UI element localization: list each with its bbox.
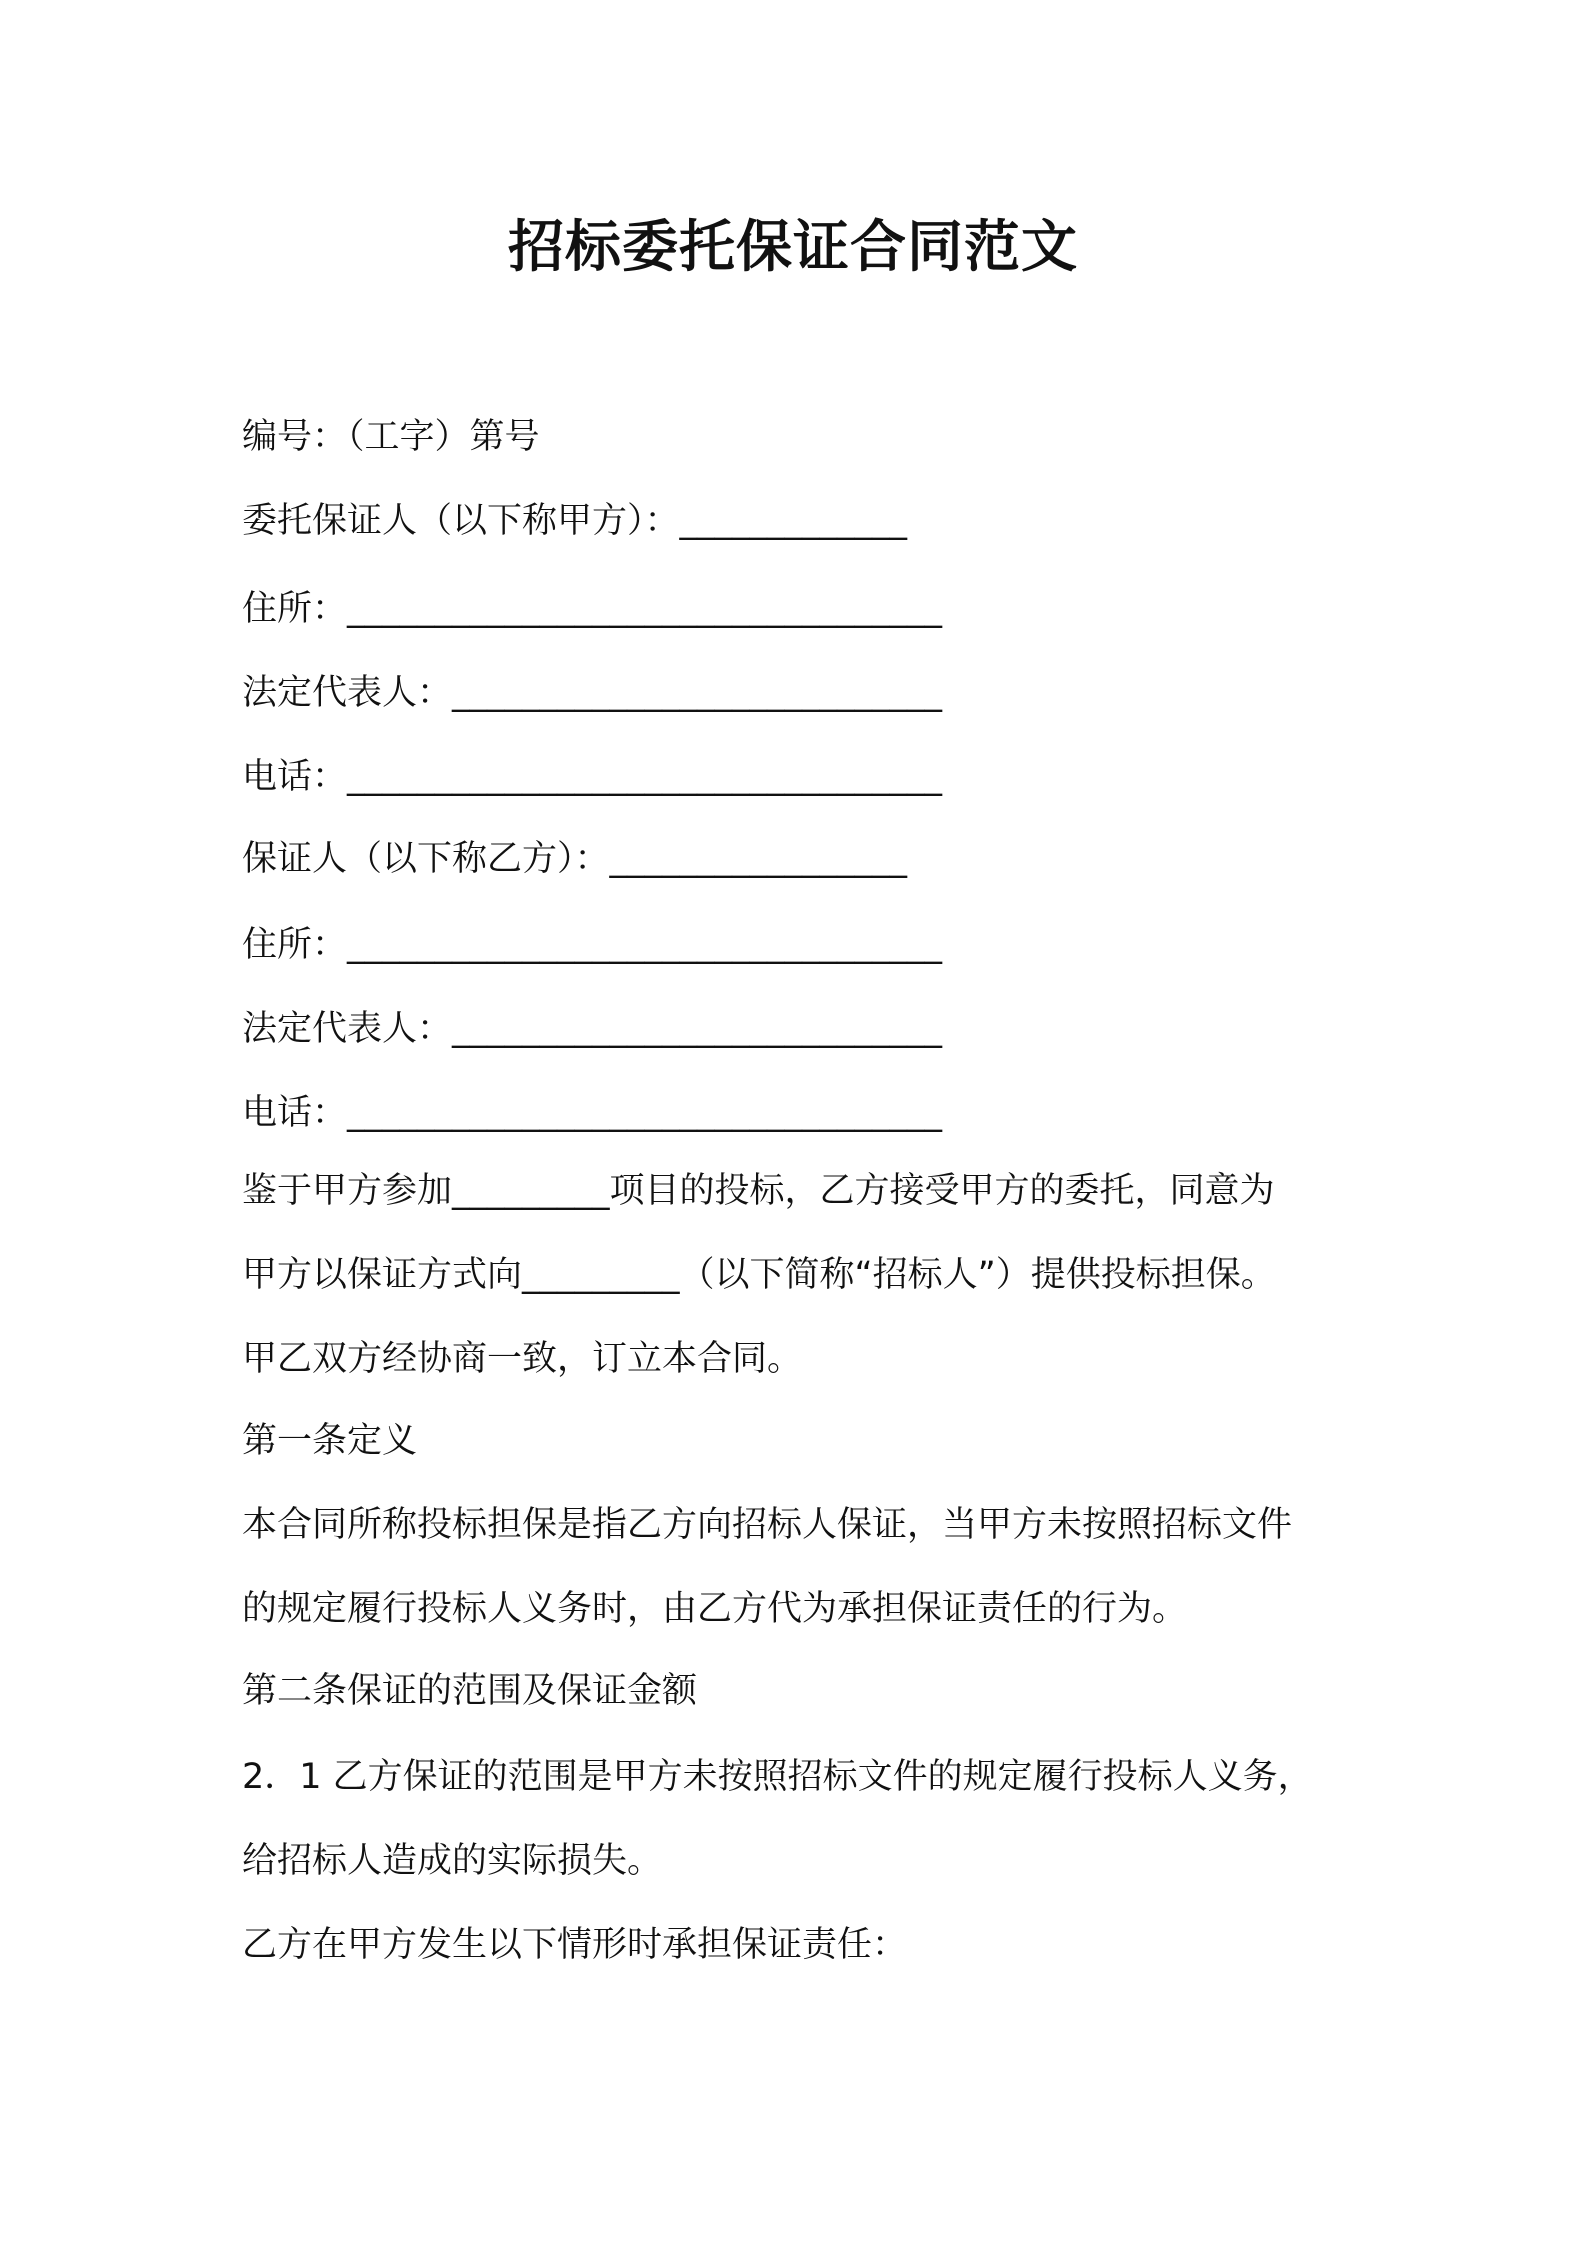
party-a-name-line: 委托保证人（以下称甲方）：_____________ xyxy=(242,501,908,541)
party-a-phone-line: 电话：__________________________________ xyxy=(242,757,943,797)
article-2-heading: 第二条保证的范围及保证金额 xyxy=(242,1671,698,1711)
preamble-line-2: 甲方以保证方式向_________（以下简称“招标人”）提供投标担保。 xyxy=(242,1255,1276,1295)
liability-intro-line: 乙方在甲方发生以下情形时承担保证责任： xyxy=(242,1925,908,1965)
party-b-name-line: 保证人（以下称乙方）：_________________ xyxy=(242,839,908,879)
article-1-text-line-1: 本合同所称投标担保是指乙方向招标人保证，当甲方未按照招标文件 xyxy=(242,1505,1293,1545)
article-1-heading: 第一条定义 xyxy=(242,1421,418,1461)
contract-number-line: 编号：（工字）第号 xyxy=(242,417,540,457)
article-1-text-line-2: 的规定履行投标人义务时，由乙方代为承担保证责任的行为。 xyxy=(242,1589,1188,1629)
party-a-legal-rep-line: 法定代表人：____________________________ xyxy=(242,673,943,713)
party-a-address-line: 住所：__________________________________ xyxy=(242,589,943,629)
clause-2-1-line-1: 2．1 乙方保证的范围是甲方未按照招标文件的规定履行投标人义务， xyxy=(242,1757,1313,1797)
party-b-phone-line: 电话：__________________________________ xyxy=(242,1093,943,1133)
preamble-line-3: 甲乙双方经协商一致，订立本合同。 xyxy=(242,1339,803,1379)
document-title: 招标委托保证合同范文 xyxy=(508,215,1078,280)
party-b-legal-rep-line: 法定代表人：____________________________ xyxy=(242,1009,943,1049)
clause-2-1-line-2: 给招标人造成的实际损失。 xyxy=(242,1841,663,1881)
party-b-address-line: 住所：__________________________________ xyxy=(242,925,943,965)
preamble-line-1: 鉴于甲方参加_________项目的投标，乙方接受甲方的委托，同意为 xyxy=(242,1171,1275,1211)
